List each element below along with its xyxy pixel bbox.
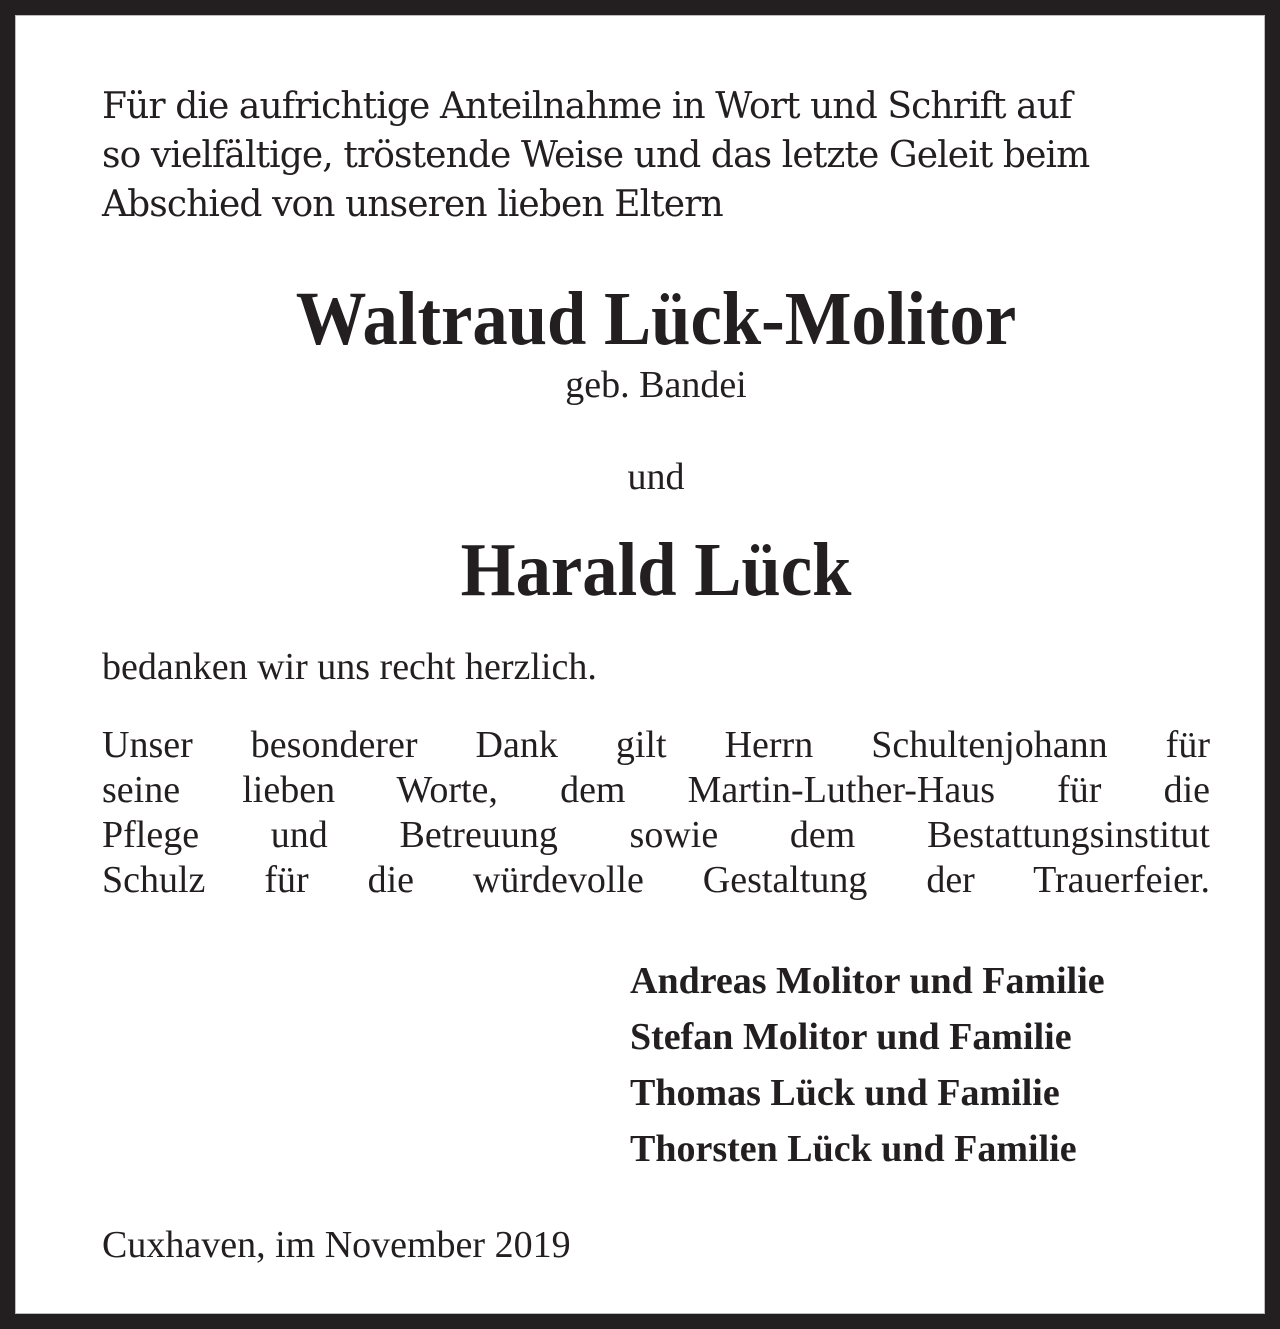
place-date: Cuxhaven, im November 2019 [102,1224,571,1266]
signer: Stefan Molitor und Familie [630,1016,1072,1058]
deceased-name-1: Waltraud Lück-Molitor [295,277,1017,361]
signer: Thomas Lück und Familie [630,1072,1060,1114]
notice-frame [15,15,1265,1314]
thanks-line: bedanken wir uns recht herzlich. [102,646,597,688]
intro-line: so vielfältige, tröstende Weise und das letzte Geleit beim [102,135,1090,176]
deceased-name-2: Harald Lück [460,528,852,612]
intro-line: Für die aufrichtige Anteilnahme in Wort und Schrift auf [102,86,1072,127]
maiden-name: geb. Bandei [565,364,747,406]
signer: Andreas Molitor und Familie [630,960,1105,1002]
special-thanks-line: Pflege und Betreuung sowie dem Bestattungsinstitut [102,814,1210,856]
special-thanks-line: Schulz für die würdevolle Gestaltung der Trauerfeier. [102,859,1210,901]
special-thanks-line: Unser besonderer Dank gilt Herrn Schultenjohann für [102,724,1210,766]
signers-list [630,953,1105,1177]
intro-paragraph [102,82,1210,229]
intro-line: Abschied von unseren lieben Eltern [102,184,723,225]
signer: Thorsten Lück und Familie [630,1128,1077,1170]
conjunction: und [627,456,685,498]
special-thanks-paragraph [102,723,1210,903]
special-thanks-line: seine lieben Worte, dem Martin-Luther-Haus für die [102,769,1210,811]
